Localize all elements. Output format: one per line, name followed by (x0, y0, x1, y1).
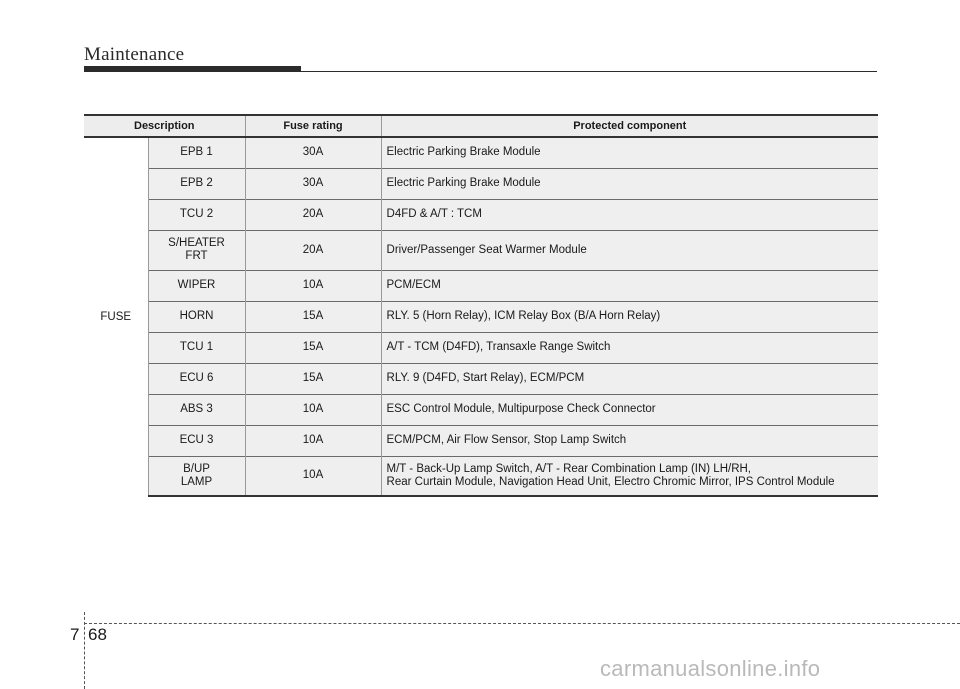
header-protected-component: Protected component (381, 115, 878, 137)
fuse-rating: 10A (245, 425, 381, 456)
fuse-rating: 30A (245, 137, 381, 168)
fuse-name-line: FRT (185, 250, 208, 262)
protected-component (381, 456, 878, 496)
protected-component: RLY. 9 (D4FD, Start Relay), ECM/PCM (381, 363, 878, 394)
fuse-name: HORN (148, 301, 245, 332)
fuse-name: EPB 2 (148, 168, 245, 199)
protected-component: Electric Parking Brake Module (381, 168, 878, 199)
fuse-name (148, 230, 245, 270)
table-row (84, 168, 878, 199)
fuse-name: ABS 3 (148, 394, 245, 425)
header-description: Description (84, 115, 245, 137)
watermark-text: carmanualsonline.info (600, 656, 821, 681)
fuse-name-line: B/UP (183, 462, 210, 475)
fuse-name: EPB 1 (148, 137, 245, 168)
fuse-group-label: FUSE (84, 137, 148, 496)
section-title: Maintenance (84, 44, 185, 65)
table-row (84, 425, 878, 456)
protected-component: Driver/Passenger Seat Warmer Module (381, 230, 878, 270)
fuse-name: WIPER (148, 270, 245, 301)
fuse-name: TCU 2 (148, 199, 245, 230)
fuse-table (84, 114, 878, 497)
protected-component: Electric Parking Brake Module (381, 137, 878, 168)
fuse-name-line: S/HEATER (168, 237, 225, 249)
fuse-rating: 10A (245, 456, 381, 496)
fuse-rating: 10A (245, 394, 381, 425)
page-number: 68 (88, 625, 107, 644)
fuse-name: ECU 3 (148, 425, 245, 456)
fuse-rating: 10A (245, 270, 381, 301)
protected-component: RLY. 5 (Horn Relay), ICM Relay Box (B/A Horn Relay) (381, 301, 878, 332)
fuse-rating: 15A (245, 301, 381, 332)
protected-component: PCM/ECM (381, 270, 878, 301)
protected-component: ECM/PCM, Air Flow Sensor, Stop Lamp Switch (381, 425, 878, 456)
header-fuse-rating: Fuse rating (245, 115, 381, 137)
fuse-rating: 15A (245, 332, 381, 363)
table-row (84, 270, 878, 301)
fuse-rating: 20A (245, 230, 381, 270)
fuse-name: TCU 1 (148, 332, 245, 363)
table-row (84, 199, 878, 230)
fuse-name-line: LAMP (180, 475, 213, 488)
table-row (84, 394, 878, 425)
table-row (84, 230, 878, 270)
protected-component-line: M/T - Back-Up Lamp Switch, A/T - Rear Combination Lamp (IN) LH/RH, (386, 462, 752, 475)
table-row (84, 332, 878, 363)
footer-dashed-divider (84, 612, 85, 689)
fuse-name: ECU 6 (148, 363, 245, 394)
fuse-rating: 20A (245, 199, 381, 230)
title-underline-thin (84, 71, 877, 72)
chapter-number: 7 (70, 625, 80, 644)
table-row (84, 301, 878, 332)
fuse-rating: 30A (245, 168, 381, 199)
table-row (84, 363, 878, 394)
footer-dashed-rule (84, 623, 960, 624)
protected-component-line: Rear Curtain Module, Navigation Head Unit, Electro Chromic Mirror, IPS Control Module (386, 475, 835, 488)
fuse-name (148, 456, 245, 496)
protected-component: A/T - TCM (D4FD), Transaxle Range Switch (381, 332, 878, 363)
table-row (84, 137, 878, 168)
table-row (84, 456, 878, 496)
table-header-row (84, 115, 878, 137)
protected-component: D4FD & A/T : TCM (381, 199, 878, 230)
fuse-rating: 15A (245, 363, 381, 394)
protected-component: ESC Control Module, Multipurpose Check Connector (381, 394, 878, 425)
